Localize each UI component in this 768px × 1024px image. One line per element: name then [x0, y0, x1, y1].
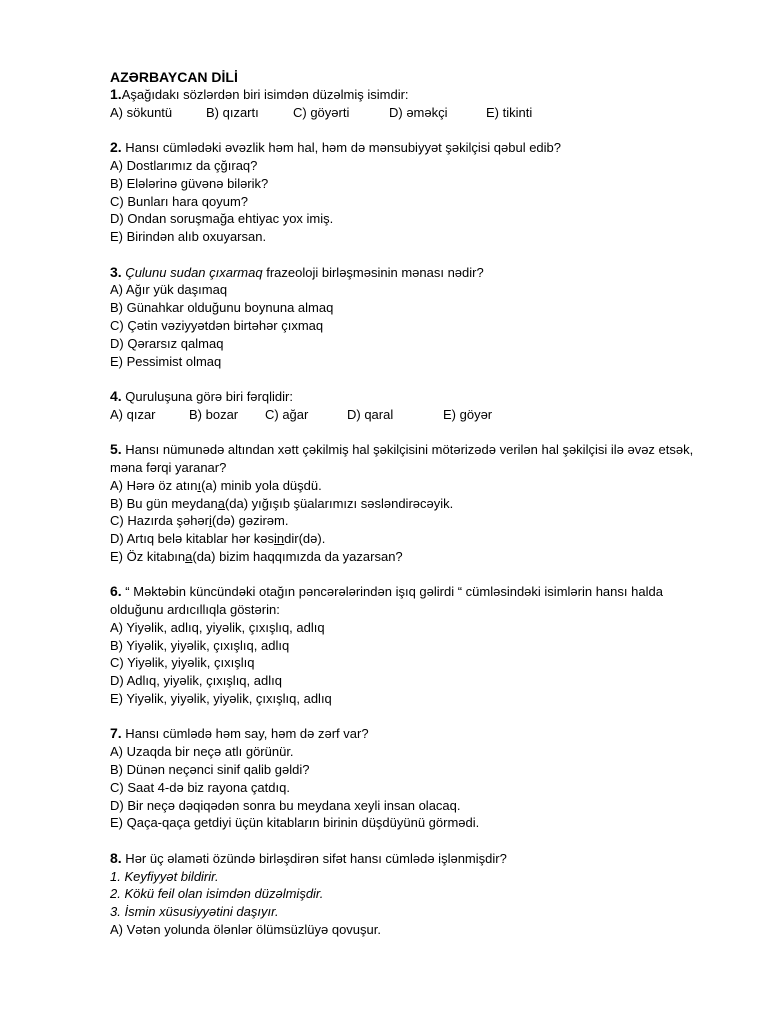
option-text: (a) minib yola düşdü.: [201, 477, 322, 493]
option-a: A) Vətən yolunda ölənlər ölümsüzlüyə qovuşur.: [110, 922, 381, 938]
option-c: [110, 512, 710, 530]
underlined-suffix: in: [274, 531, 285, 547]
question-4: [110, 388, 710, 424]
question-number: 7.: [110, 725, 122, 742]
question-number: 5.: [110, 441, 122, 458]
question-5: [110, 441, 710, 566]
question-7: [110, 725, 710, 832]
option-b: B) Dünən neçənci sinif qalib gəldi?: [110, 762, 310, 778]
underlined-suffix: i: [208, 513, 212, 529]
question-number: 2.: [110, 139, 122, 156]
underlined-suffix: a: [185, 548, 193, 564]
option-text: (da) bizim haqqımızda da yazarsan?: [192, 548, 403, 564]
option-text: dir(də).: [284, 531, 326, 547]
underlined-suffix: ı: [197, 477, 202, 493]
option-e: E) göyər: [443, 406, 493, 422]
option-e: E) Yiyəlik, yiyəlik, yiyəlik, çıxışlıq, adlıq: [110, 691, 332, 707]
option-text: (da) yığışıb şüalarımızı səsləndirəcəyik.: [224, 495, 454, 511]
question-text: [110, 850, 710, 868]
question-prompt: Quruluşuna görə biri fərqlidir:: [121, 388, 293, 404]
question-text: [110, 725, 710, 743]
question-prompt: Hər üç əlaməti özündə birləşdirən sifət hansı cümlədə işlənmişdir?: [121, 850, 507, 866]
option-b: B) Yiyəlik, yiyəlik, çıxışlıq, adlıq: [110, 637, 290, 653]
statement-3: 3. İsmin xüsusiyyətini daşıyır.: [110, 904, 279, 920]
option-c: C) Bunları hara qoyum?: [110, 193, 249, 209]
underlined-suffix: a: [217, 495, 225, 511]
option-text: B) Bu gün meydan: [110, 495, 218, 511]
statement-2: 2. Kökü feil olan isimdən düzəlmişdir.: [110, 886, 324, 902]
option-d: D) əməkçi: [389, 104, 448, 120]
options-row: [110, 104, 710, 122]
option-a: A) Ağır yük daşımaq: [110, 282, 228, 298]
question-prompt: Hansı nümunədə altından xətt çəkilmiş hal şəkilçisini mötərizədə verilən hal şəkilçisi ilə əvəz etsək, məna fərqi yaranar?: [110, 442, 694, 475]
option-c: C) Çətin vəziyyətdən birtəhər çıxmaq: [110, 317, 324, 333]
question-8: [110, 850, 710, 939]
question-3: [110, 264, 710, 371]
question-number: 3.: [110, 263, 122, 280]
option-b: B) Günahkar olduğunu boynuna almaq: [110, 300, 334, 316]
options-row: [110, 406, 710, 424]
option-d: D) Adlıq, yiyəlik, çıxışlıq, adlıq: [110, 673, 282, 689]
option-text: (də) gəzirəm.: [211, 513, 289, 529]
question-text: [110, 86, 710, 104]
question-prompt: Hansı cümlədə həm say, həm də zərf var?: [121, 726, 369, 742]
question-number: 6.: [110, 583, 122, 600]
page-title: AZƏRBAYCAN DİLİ: [110, 69, 238, 85]
option-d: D) Qərarsız qalmaq: [110, 335, 224, 351]
option-text: C) Hazırda şəhər: [110, 513, 209, 529]
option-text: E) Öz kitabın: [110, 548, 186, 564]
question-prompt: Aşağıdakı sözlərdən biri isimdən düzəlmiş isimdir:: [121, 87, 409, 102]
option-b: B) Elələrinə güvənə bilərik?: [110, 175, 269, 191]
option-c: C) göyərti: [293, 104, 350, 120]
document-content: [110, 68, 710, 939]
option-a: [110, 477, 710, 495]
question-text: [110, 139, 710, 157]
statement-1: 1. Keyfiyyət bildirir.: [110, 868, 219, 884]
question-number: 8.: [110, 849, 122, 866]
option-c: C) Saat 4-də biz rayona çatdıq.: [110, 779, 290, 795]
question-6: [110, 583, 710, 708]
option-a: A) qızar: [110, 406, 156, 422]
option-c: C) Yiyəlik, yiyəlik, çıxışlıq: [110, 655, 255, 671]
option-a: A) sökuntü: [110, 104, 173, 120]
question-2: [110, 139, 710, 246]
option-e: E) Birindən alıb oxuyarsan.: [110, 229, 267, 245]
question-text: [110, 583, 710, 619]
option-b: B) qızartı: [206, 104, 259, 120]
option-e: E) tikinti: [486, 104, 533, 120]
question-number: 1.: [110, 86, 122, 102]
option-a: A) Dostlarımız da çğıraq?: [110, 157, 258, 173]
question-prompt: frazeoloji birləşməsinin mənası nədir?: [262, 264, 484, 280]
option-b: B) bozar: [189, 406, 239, 422]
question-text: [110, 388, 710, 406]
question-prompt: Hansı cümlədəki əvəzlik həm hal, həm də mənsubiyyət şəkilçisi qəbul edib?: [121, 140, 562, 156]
option-text: A) Hərə öz atın: [110, 477, 198, 493]
question-number: 4.: [110, 387, 122, 404]
option-e: E) Qaça-qaça getdiyi üçün kitabların birinin düşdüyünü görmədi.: [110, 815, 480, 831]
option-d: D) qaral: [347, 406, 394, 422]
option-text: D) Artıq belə kitablar hər kəs: [110, 531, 275, 547]
question-1: [110, 86, 710, 122]
question-text: [110, 441, 710, 477]
option-d: D) Ondan soruşmağa ehtiyac yox imiş.: [110, 211, 334, 227]
option-d: D) Bir neçə dəqiqədən sonra bu meydana xeyli insan olacaq.: [110, 797, 461, 813]
question-prompt: “ Məktəbin küncündəki otağın pəncərələrindən işıq gəlirdi “ cümləsindəki isimlərin hansı halda olduğunu ardıcıllıqla göstərin:: [110, 584, 663, 618]
option-e: E) Pessimist olmaq: [110, 353, 222, 369]
option-a: A) Yiyəlik, adlıq, yiyəlik, çıxışlıq, adlıq: [110, 619, 325, 635]
option-a: A) Uzaqda bir neçə atlı görünür.: [110, 744, 294, 760]
option-b: [110, 495, 710, 513]
question-text: [110, 264, 710, 282]
phrase-italic: Çulunu sudan çıxarmaq: [121, 264, 263, 280]
option-d: [110, 530, 710, 548]
option-e: [110, 548, 710, 566]
option-c: C) ağar: [265, 406, 309, 422]
